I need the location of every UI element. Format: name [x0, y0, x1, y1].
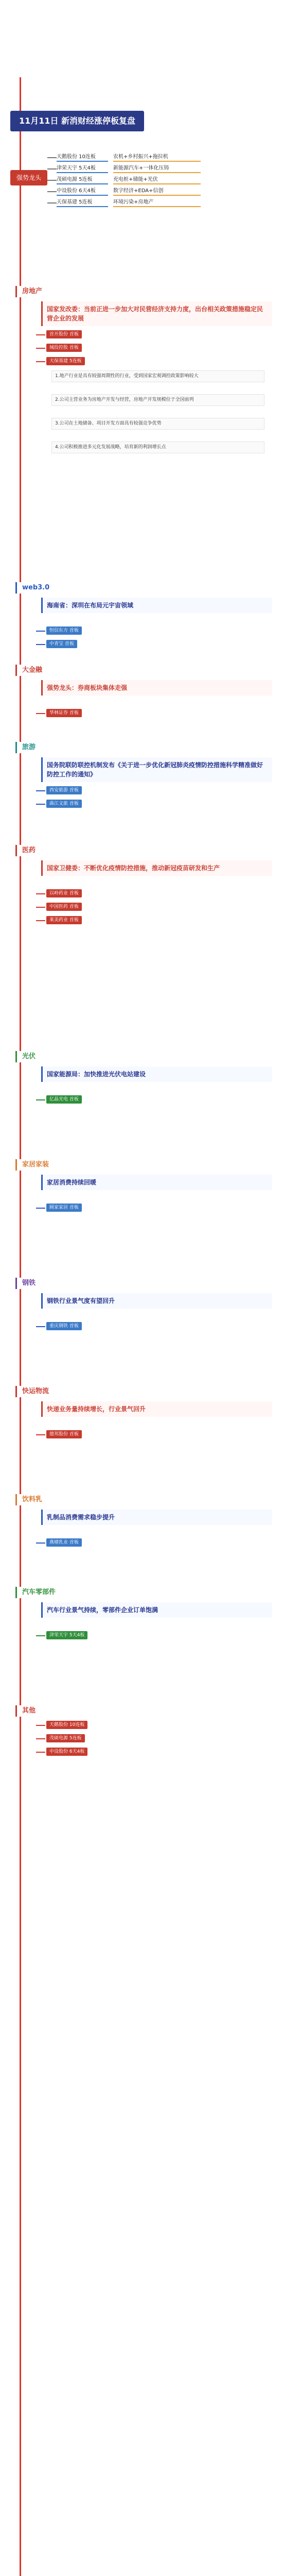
sector-tag: 钢铁 [15, 1278, 41, 1289]
stock-tag[interactable]: 燕塘乳业 首板 [46, 1538, 82, 1547]
sector-headline: 汽车行业景气持续，零部件企业订单饱满 [41, 1602, 272, 1618]
sector-tag: 大金融 [15, 665, 47, 676]
sector-section [15, 1051, 268, 1154]
sector-headline: 快递业务量持续增长，行业景气回升 [41, 1401, 272, 1417]
sector-section [15, 582, 268, 659]
stock-connector [36, 1725, 45, 1726]
sector-section [15, 665, 268, 737]
stock-tag[interactable]: 茂硕电源 5连板 [46, 1734, 85, 1742]
page-title: 11月11日 新消财经涨停板复盘 [10, 111, 144, 131]
stock-tag[interactable]: 津荣天宇 5天4板 [46, 1631, 87, 1639]
dragon-head-concept: 环境污染+房地产 [113, 197, 201, 207]
stock-connector [36, 334, 45, 335]
dragon-head-concept: 新能源汽车+一体化压铸 [113, 163, 201, 173]
dragon-head-stock[interactable]: 中设股份 6天4板 [57, 186, 108, 196]
stock-tag[interactable]: 曲江文旅 首板 [46, 800, 82, 808]
sector-tag: 其他 [15, 1705, 41, 1717]
stock-connector [36, 713, 45, 714]
stock-tag[interactable]: 华林证券 首板 [46, 709, 82, 717]
stock-connector [36, 1635, 45, 1636]
sector-headline: 国家发改委：当前正进一步加大对民营经济支持力度，出台相关政策措施稳定民营企业的发展 [41, 301, 272, 326]
sector-section [15, 1159, 268, 1273]
sector-headline: 家居消费持续回暖 [41, 1175, 272, 1190]
dragon-head-connector [47, 202, 57, 204]
stock-connector [36, 644, 45, 645]
sector-headline: 国家能源局：加快推进光伏电站建设 [41, 1066, 272, 1082]
dragon-head-connector [47, 180, 57, 181]
dragon-head-row [57, 175, 201, 186]
sector-section [15, 1386, 268, 1489]
sector-tag: 光伏 [15, 1051, 41, 1062]
stock-connector [36, 790, 45, 791]
sector-tag: 医药 [15, 845, 41, 856]
sector-headline: 乳制品消费需求稳步提升 [41, 1510, 272, 1525]
stock-tag[interactable]: 中青宝 首板 [46, 640, 77, 648]
sector-tag: web3.0 [15, 582, 55, 594]
sector-tag: 旅游 [15, 742, 41, 753]
dragon-head-row [57, 163, 201, 175]
stock-connector [36, 361, 45, 362]
sector-tag: 饮料乳 [15, 1494, 47, 1505]
sector-section [15, 742, 268, 840]
stock-tag[interactable]: 首开股份 首板 [46, 330, 82, 338]
sector-tag: 家居家装 [15, 1159, 54, 1171]
stock-connector [36, 1738, 45, 1739]
dragon-head-concept: 充电桩+储能+光伏 [113, 175, 201, 184]
sector-headline: 国务院联防联控机制发布《关于进一步优化新冠肺炎疫情防控措施科学精准做好防控工作的通知》 [41, 757, 272, 782]
stock-connector [36, 1208, 45, 1209]
stock-connector [36, 1326, 45, 1327]
dragon-head-concept: 数字经济+EDA+信创 [113, 186, 201, 196]
stock-tag[interactable]: 德邦股份 首板 [46, 1430, 82, 1438]
stock-tag[interactable]: 亿晶光电 首板 [46, 1095, 82, 1104]
stock-tag[interactable]: 西安旅游 首板 [46, 786, 82, 794]
sector-headline: 强势龙头：券商板块集体走强 [41, 680, 272, 696]
sector-section [15, 286, 268, 574]
dragon-head-connector [47, 191, 57, 192]
stock-connector [36, 907, 45, 908]
stock-connector [36, 804, 45, 805]
sector-headline: 钢铁行业景气度有望回升 [41, 1293, 272, 1309]
dragon-head-stock[interactable]: 津荣天宇 5天4板 [57, 163, 108, 173]
stock-tag[interactable]: 恒信东方 首板 [46, 626, 82, 635]
sector-note: 4.公司积极推进多元化发展战略，培育新的利润增长点 [51, 442, 264, 453]
dragon-head-row [57, 197, 201, 209]
dragon-head-row [57, 186, 201, 197]
sector-section [15, 1705, 268, 2169]
sector-section [15, 1278, 268, 1381]
stock-connector [36, 1752, 45, 1753]
dragon-head-stock[interactable]: 天保基建 5连板 [57, 197, 108, 207]
stock-connector [36, 893, 45, 894]
sector-section [15, 1494, 268, 1582]
dragon-head-concept: 农机+乡村振兴+拖拉机 [113, 152, 201, 162]
dragon-head-row [57, 152, 201, 163]
sector-tag: 房地产 [15, 286, 47, 297]
stock-tag[interactable]: 中设股份 6天4板 [46, 1748, 87, 1756]
dragon-head-stock[interactable]: 天鹅股份 10连板 [57, 152, 108, 162]
sector-tag: 汽车零部件 [15, 1587, 61, 1598]
sector-note: 1.地产行业是具有较强周期性的行业，受到国家宏观调控政策影响较大 [51, 370, 264, 382]
stock-tag[interactable]: 天保基建 5连板 [46, 357, 85, 365]
dragon-head-connector [47, 157, 57, 158]
stock-tag[interactable]: 莱美药业 首板 [46, 916, 82, 924]
dragon-head-stock[interactable]: 茂硕电源 5连板 [57, 175, 108, 184]
stock-tag[interactable]: 以岭药业 首板 [46, 889, 82, 897]
sector-headline: 国家卫健委：不断优化疫情防控措施，推动新冠疫苗研发和生产 [41, 860, 272, 876]
sector-tag: 快运物流 [15, 1386, 54, 1397]
stock-connector [36, 1099, 45, 1100]
sector-note: 3.公司在土地储备、项目开发方面具有较强竞争优势 [51, 418, 264, 430]
stock-connector [36, 348, 45, 349]
stock-connector [36, 631, 45, 632]
stock-connector [36, 1434, 45, 1435]
stock-tag[interactable]: 重庆钢铁 首板 [46, 1322, 82, 1330]
dragon-head-label: 强势龙头 [10, 170, 47, 185]
stock-tag[interactable]: 城投控股 首板 [46, 344, 82, 352]
sector-section [15, 845, 268, 1046]
dragon-head-connector [47, 168, 57, 170]
stock-tag[interactable]: 顾家家居 首板 [46, 1204, 82, 1212]
stock-tag[interactable]: 天鹅股份 10连板 [46, 1721, 87, 1729]
stock-connector [36, 1543, 45, 1544]
sector-headline: 海南省：深圳在布局元宇宙领域 [41, 598, 272, 613]
sector-section [15, 1587, 268, 1700]
stock-connector [36, 920, 45, 921]
stock-tag[interactable]: 中国医药 首板 [46, 903, 82, 911]
sector-note: 2.公司主营业务为房地产开发与经营，房地产开发规模位于全国前列 [51, 394, 264, 406]
